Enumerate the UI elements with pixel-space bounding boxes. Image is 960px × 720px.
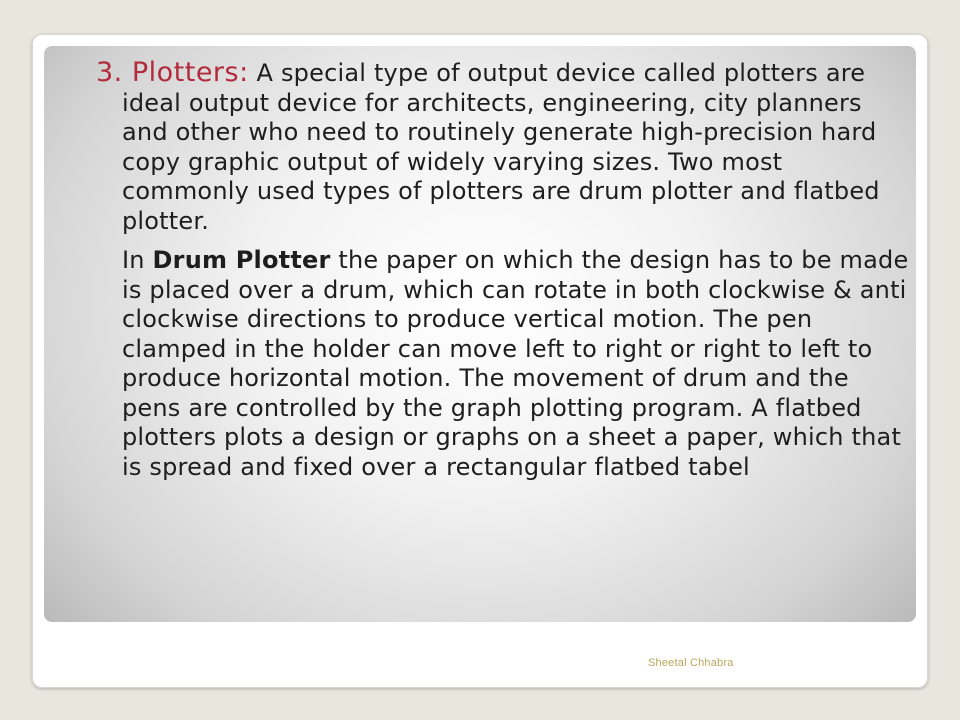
paragraph-drum-plotter <box>96 246 911 482</box>
drum-plotter-term: Drum Plotter <box>152 246 331 274</box>
slide-heading: 3. Plotters: <box>96 57 249 88</box>
slide-body <box>96 58 911 482</box>
paragraph-drum-text: the paper on which the design has to be made is placed over a drum, which can rotate in both clockwise & anti clockwise directions to produce vertical motion. The pen clamped in the holder can move left to right or right to left to produce horizontal motion. The movement of drum and the pens are controlled by the graph plotting program. A flatbed plotters plots a design or graphs on a sheet a paper, which that is spread and fixed over a rectangular flatbed tabel <box>122 246 909 481</box>
footer-author: Sheetal Chhabra <box>648 657 734 669</box>
paragraph-plotters-text: A special type of output device called plotters are ideal output device for architects, engineering, city planners and other who need to routinely generate high-precision hard copy graphic output of widely varying sizes. Two most commonly used types of plotters are drum plotter and flatbed plotter. <box>122 59 880 235</box>
paragraph-plotters <box>96 58 911 236</box>
paragraph-drum-lead: In <box>122 246 153 274</box>
content-panel <box>44 46 916 622</box>
